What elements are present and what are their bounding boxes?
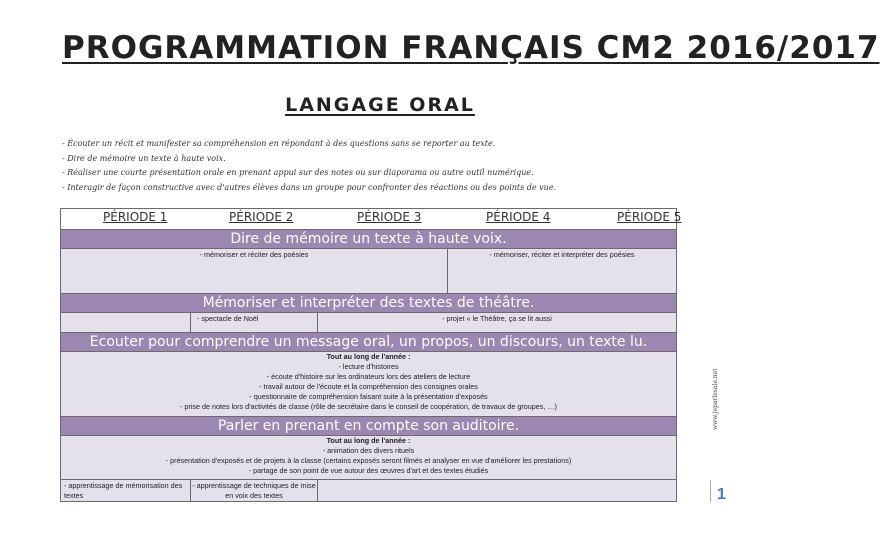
period-3-header: PÉRIODE 3 (357, 210, 422, 224)
page-title: PROGRAMMATION FRANÇAIS CM2 2016/2017 (62, 30, 880, 66)
objective-item: - Écouter un récit et manifester sa compréhension en répondant à des questions sans se reporter au texte. (62, 139, 496, 148)
ecouter-item: - travail autour de l'écoute et la compréhension des consignes orales (259, 382, 478, 391)
dire-right-cell: - mémoriser, réciter et interpréter des poésies (448, 249, 676, 293)
programme-table (60, 208, 682, 502)
parler-item: - partage de son point de vue autour des œuvres d'art et des textes étudiés (248, 466, 489, 475)
objectives-list (62, 137, 556, 195)
parler-item: - animation des divers rituels (322, 446, 415, 455)
dire-left-cell: - mémoriser et réciter des poésies (61, 249, 447, 293)
page-number: 1 (717, 486, 726, 503)
period-1-header: PÉRIODE 1 (103, 210, 168, 224)
page-divider (710, 480, 711, 502)
parler-bottom-mid-cell: - apprentissage de techniques de mise en voix des textes (192, 481, 316, 500)
ecouter-item: - écoute d'histoire sur les ordinateurs lors des ateliers de lecture (266, 372, 471, 381)
ecouter-item: - questionnaire de compréhension faisant suite à la présentation d'exposés (249, 392, 488, 401)
parler-lead: Tout au long de l'année : (326, 436, 411, 445)
ecouter-cell (61, 352, 676, 416)
parler-bottom-left-cell: - apprentissage de mémorisation des textes (61, 480, 190, 501)
parler-item: - présentation d'exposés et de projets à la classe (certains exposés seront filmés et analyser en vue d'améliorer les prestations) (165, 456, 572, 465)
site-watermark: www.jeparlesale.net (712, 368, 719, 430)
ecouter-item: - prise de notes lors d'activités de classe (rôle de secrétaire dans le conseil de coopération, de travaux de groupes, …) (180, 402, 557, 411)
ecouter-item: - lecture d'histoires (338, 362, 399, 371)
period-header-row (61, 209, 682, 230)
period-2-header: PÉRIODE 2 (229, 210, 294, 224)
parler-cell (61, 436, 676, 479)
period-4-header: PÉRIODE 4 (486, 210, 551, 224)
section-heading-dire: Dire de mémoire un texte à haute voix. (61, 230, 676, 249)
objective-item: - Dire de mémoire un texte à haute voix. (62, 153, 226, 163)
ecouter-lead: Tout au long de l'année : (326, 352, 411, 361)
section-subtitle: LANGAGE ORAL (285, 94, 475, 116)
theatre-right-cell: - projet « le Théâtre, ça se lit aussi (318, 313, 676, 332)
section-heading-theatre: Mémoriser et interpréter des textes de théâtre. (61, 294, 676, 313)
theatre-left-cell: - spectacle de Noël (191, 313, 317, 332)
period-5-header: PÉRIODE 5 (617, 210, 682, 224)
objective-item: - Interagir de façon constructive avec d'autres élèves dans un groupe pour confronter des réactions ou des points de vue. (62, 182, 557, 192)
objective-item: - Réaliser une courte présentation orale en prenant appui sur des notes ou sur diaporama ou autre outil numérique. (62, 168, 534, 177)
section-heading-parler: Parler en prenant en compte son auditoire. (61, 417, 676, 436)
section-heading-ecouter: Ecouter pour comprendre un message oral, un propos, un discours, un texte lu. (61, 333, 676, 352)
